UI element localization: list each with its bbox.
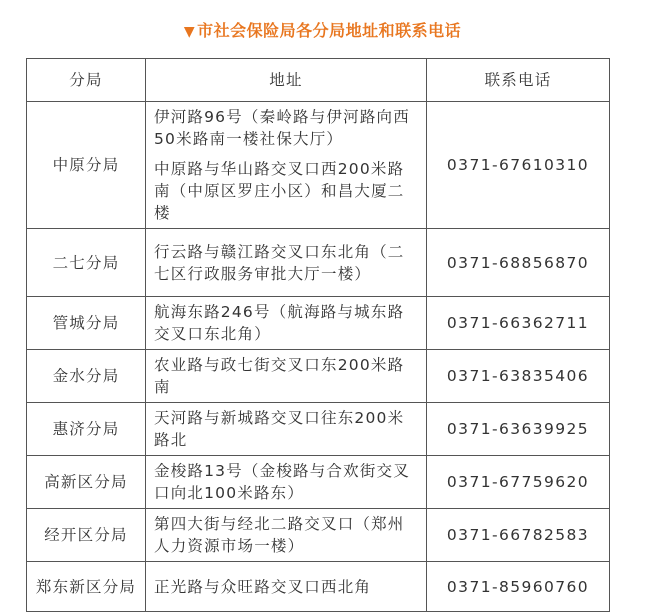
header-branch: 分局 [27, 59, 146, 102]
phone-number: 0371-67610310 [427, 102, 610, 229]
address-cell [146, 350, 427, 403]
address-text: 伊河路96号（秦岭路与伊河路向西50米路南一楼社保大厅） [154, 108, 410, 148]
table-row [27, 229, 610, 297]
table-row [27, 562, 610, 612]
address-text: 第四大街与经北二路交叉口（郑州人力资源市场一楼） [154, 515, 405, 555]
address-cell [146, 509, 427, 562]
address-text: 金梭路13号（金梭路与合欢街交叉口向北100米路东） [154, 462, 410, 502]
branch-contact-table [26, 58, 610, 612]
header-phone: 联系电话 [427, 59, 610, 102]
phone-number: 0371-66782583 [427, 509, 610, 562]
branch-name: 管城分局 [27, 297, 146, 350]
address-text: 天河路与新城路交叉口往东200米路北 [154, 409, 405, 449]
phone-number: 0371-85960760 [427, 562, 610, 612]
branch-name: 高新区分局 [27, 456, 146, 509]
triangle-down-icon: ▼ [183, 24, 196, 40]
page-title-text: 市社会保险局各分局地址和联系电话 [197, 21, 462, 40]
branch-name: 中原分局 [27, 102, 146, 229]
table-row [27, 456, 610, 509]
header-address: 地址 [146, 59, 427, 102]
table-header-row [27, 59, 610, 102]
branch-name: 惠济分局 [27, 403, 146, 456]
address-text: 农业路与政七街交叉口东200米路南 [154, 356, 405, 396]
address-cell [146, 102, 427, 229]
address-cell [146, 229, 427, 297]
address-cell [146, 403, 427, 456]
address-text: 行云路与赣江路交叉口东北角（二七区行政服务审批大厅一楼） [154, 242, 405, 283]
address-cell [146, 297, 427, 350]
branch-name: 郑东新区分局 [27, 562, 146, 612]
table-row [27, 509, 610, 562]
address-text: 航海东路246号（航海路与城东路交叉口东北角） [154, 303, 405, 343]
branch-name: 二七分局 [27, 229, 146, 297]
table-row [27, 403, 610, 456]
address-cell [146, 562, 427, 612]
page-title [0, 18, 645, 41]
branch-name: 金水分局 [27, 350, 146, 403]
phone-number: 0371-63639925 [427, 403, 610, 456]
branch-name: 经开区分局 [27, 509, 146, 562]
address-cell [146, 456, 427, 509]
address-text: 正光路与众旺路交叉口西北角 [154, 577, 372, 596]
phone-number: 0371-67759620 [427, 456, 610, 509]
phone-number: 0371-68856870 [427, 229, 610, 297]
address-text: 中原路与华山路交叉口西200米路南（中原区罗庄小区）和昌大厦二楼 [154, 160, 405, 222]
phone-number: 0371-66362711 [427, 297, 610, 350]
table-row [27, 350, 610, 403]
table-row [27, 102, 610, 229]
phone-number: 0371-63835406 [427, 350, 610, 403]
table-row [27, 297, 610, 350]
